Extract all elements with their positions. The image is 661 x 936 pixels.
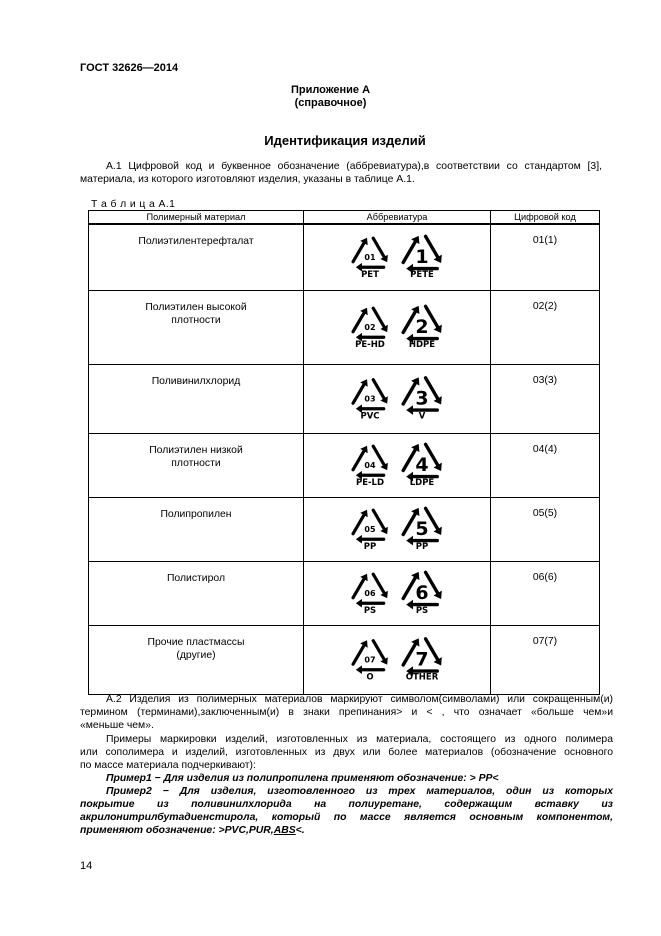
material-name: Полиэтилентерефталат (138, 236, 254, 247)
example2-line4 (80, 824, 305, 837)
cell-material (89, 433, 304, 497)
table-row (89, 561, 600, 625)
recycle-inner-code: 07 (364, 655, 376, 664)
material-name: Прочие пластмассы (147, 636, 245, 648)
example2-label: Пример2 (106, 786, 152, 797)
recycle-arrow-stroke (403, 644, 415, 665)
recycle-inner-code: 03 (364, 394, 376, 403)
recycle-arrow-stroke (353, 579, 364, 598)
recycle-inner-code: 04 (364, 460, 376, 470)
cell-material (89, 561, 304, 625)
recycle-abbr-right: HDPE (408, 339, 436, 350)
section-title: Идентификация изделий (264, 133, 426, 148)
recycle-big-number: 6 (415, 581, 429, 604)
cell-material (89, 364, 304, 433)
recycle-inner-code: 02 (364, 322, 376, 332)
recycle-arrowhead (406, 599, 413, 609)
cell-abbreviation (304, 290, 491, 364)
recycle-big-number: 4 (415, 453, 429, 476)
example1-text: − Для изделия из полипропилена применяют обозначение: > PP< (154, 773, 499, 784)
table-row (89, 433, 600, 497)
material-name: Поливинилхлорид (151, 375, 241, 387)
recycle-abbr-left: PP (363, 541, 377, 552)
recycling-symbols (342, 498, 452, 560)
cell-code: 02(2) (491, 290, 600, 364)
recycle-abbr-left: PVC (360, 411, 380, 421)
para-examples-line2: или сополимера и изделий, изготовленных из двух или более материалов (обозначение основного (80, 747, 613, 758)
cell-code: 07(7) (491, 625, 600, 694)
cell-code: 05(5) (491, 497, 600, 561)
recycle-arrowhead (356, 665, 362, 674)
cell-material (89, 497, 304, 561)
cell-abbreviation (304, 497, 491, 561)
recycling-symbols (342, 434, 452, 496)
material-name: Полистирол (166, 572, 226, 584)
table-row (89, 364, 600, 433)
recycle-arrow-stroke (403, 513, 415, 534)
recycle-arrowhead (406, 405, 413, 415)
example2-line1-text: − Для изделия, изготовленного из трех материалов, один из которых (162, 786, 614, 797)
cell-abbreviation (304, 364, 491, 433)
para-examples-line1: Примеры маркировки изделий, изготовленных из материала, состоящего из одного полимера (106, 734, 613, 745)
cell-material (89, 625, 304, 694)
cell-abbreviation (304, 561, 491, 625)
recycle-arrowhead (356, 598, 362, 607)
table-row (89, 290, 600, 364)
recycle-abbr-right: V (418, 411, 426, 421)
recycle-abbr-right: OTHER (405, 672, 439, 682)
recycle-big-number: 5 (415, 517, 429, 540)
cell-material (89, 290, 304, 364)
recycle-abbr-right: PS (415, 605, 429, 616)
material-name-cont: плотности (171, 314, 221, 326)
para-a2-line1: А.2 Изделия из полимерных материалов маркируют символом(символами) или сокращенным(и) (106, 694, 613, 705)
recycle-arrow-stroke (403, 383, 415, 404)
para-a2-line2: термином (терминами),заключенным(и) в знаки препинания> и < , что означает «больше чем»и (80, 707, 613, 718)
recycle-inner-code: 06 (364, 588, 376, 598)
cell-abbreviation (304, 224, 491, 290)
recycle-big-number: 7 (415, 648, 429, 670)
recycle-abbr-right: PP (415, 541, 429, 552)
table-row (89, 625, 600, 694)
identification-table (88, 210, 600, 695)
example1-label: Пример1 (106, 773, 152, 784)
recycle-arrow-stroke (353, 384, 364, 403)
para-a1-line2: материала, из которого изготовляют изделия, указаны в таблице А.1. (80, 174, 415, 185)
recycle-arrow-stroke (353, 243, 364, 262)
appendix-subtitle: (справочное) (294, 97, 367, 109)
recycling-symbols (342, 291, 452, 363)
recycle-abbr-right: PETE (410, 270, 434, 280)
recycle-inner-code: 05 (364, 524, 376, 534)
header-material: Полимерный материал (89, 211, 304, 225)
cell-abbreviation (304, 433, 491, 497)
para-a2-line3: «меньше чем». (80, 720, 154, 731)
recycling-symbols (342, 365, 452, 432)
recycle-abbr-left: PET (361, 270, 379, 280)
example2-underlined-abbr: ABS (273, 825, 296, 836)
table-caption: Т а б л и ц а А.1 (91, 199, 176, 210)
recycle-arrow-stroke (353, 515, 364, 534)
example2-line4-post: <. (295, 825, 305, 836)
standard-header: ГОСТ 32626—2014 (80, 62, 179, 74)
recycle-arrow-stroke (353, 313, 364, 332)
recycle-arrowhead (406, 535, 413, 545)
recycling-symbols (342, 225, 452, 289)
example2-line4-pre: применяют обозначение: >PVC,PUR, (80, 825, 274, 836)
cell-code: 04(4) (491, 433, 600, 497)
example2-line2: покрытие из поливинилхлорида на полиуретане, содержащим вставку из (80, 799, 613, 810)
material-name-cont: плотности (171, 457, 221, 469)
header-abbreviation: Аббревиатура (304, 211, 491, 225)
cell-abbreviation (304, 625, 491, 694)
recycle-abbr-left: O (366, 672, 374, 682)
recycle-inner-code: 01 (364, 253, 376, 262)
recycle-arrowhead (356, 534, 362, 543)
cell-code: 01(1) (491, 224, 600, 290)
recycling-symbols (342, 626, 452, 693)
recycle-arrow-stroke (403, 577, 415, 598)
recycle-abbr-left: PE-HD (355, 339, 385, 350)
material-name: Полипропилен (160, 508, 232, 520)
example2-line3: акрилонитрилбутадиенстирола, который по массе является основным компонентом, (80, 812, 613, 823)
example2-line1 (106, 785, 613, 798)
material-name: Полиэтилен низкой (149, 444, 243, 456)
material-name-cont: (другие) (176, 649, 216, 661)
recycle-abbr-left: PS (363, 605, 377, 616)
recycle-arrow-stroke (403, 449, 415, 470)
material-name: Полиэтилен высокой (145, 301, 247, 313)
header-code: Цифровой код (491, 211, 600, 225)
recycle-big-number: 1 (415, 246, 429, 268)
recycle-big-number: 3 (415, 387, 429, 409)
recycle-arrow-stroke (353, 451, 364, 470)
appendix-title: Приложение А (290, 84, 371, 96)
table-row (89, 497, 600, 561)
page-number: 14 (80, 860, 93, 872)
recycle-abbr-right: LDPE (409, 477, 435, 488)
cell-code: 06(6) (491, 561, 600, 625)
cell-code: 03(3) (491, 364, 600, 433)
para-a1-line1: А.1 Цифровой код и буквенное обозначение (аббревиатура),в соответствии со стандартом [3], (106, 161, 602, 172)
recycle-arrow-stroke (353, 645, 364, 664)
recycle-arrow-stroke (403, 311, 415, 332)
recycle-abbr-left: PE-LD (355, 477, 385, 488)
recycle-big-number: 2 (415, 315, 429, 338)
recycle-arrow-stroke (403, 242, 415, 263)
example1 (106, 772, 499, 785)
table-header-row (89, 211, 600, 225)
recycling-symbols (342, 562, 452, 624)
cell-material (89, 224, 304, 290)
table-row (89, 224, 600, 290)
para-examples-line3: по массе материала подчеркивают): (80, 760, 256, 771)
